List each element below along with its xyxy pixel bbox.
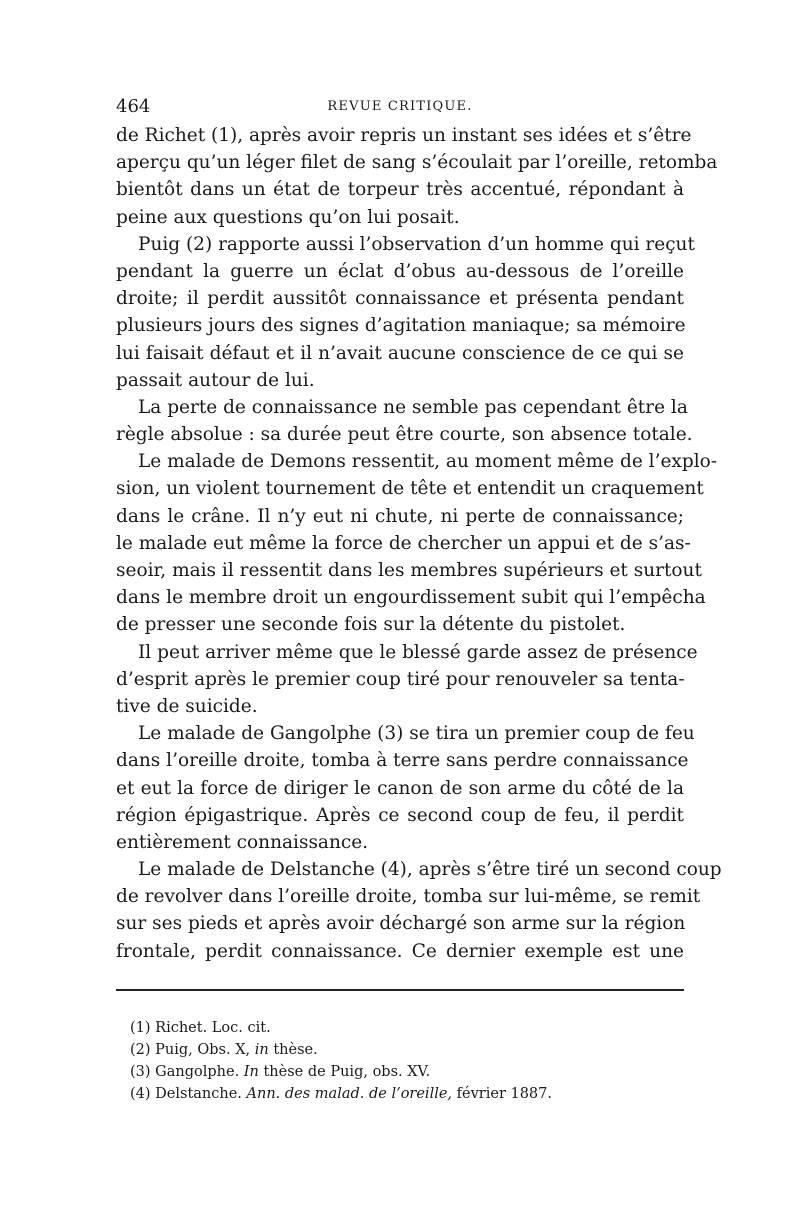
- footnote-italic: Ann. des malad. de l’oreille,: [246, 1086, 453, 1102]
- footnote-marker: (3): [130, 1064, 151, 1080]
- footnote-marker: (1): [130, 1020, 151, 1036]
- text-line: sur ses pieds et après avoir déchargé son arme sur la région: [116, 913, 686, 935]
- footnote-text: thèse de Puig, obs. XV.: [263, 1064, 431, 1080]
- text-line: de Richet (1), après avoir repris un instant ses idées et s’être: [116, 125, 692, 146]
- footnote-marker: (4): [130, 1086, 151, 1102]
- footnote-text: Delstanche.: [155, 1086, 242, 1102]
- text-line: frontale, perdit connaissance. Ce dernier exemple est une: [116, 940, 684, 962]
- footnote: [130, 1039, 690, 1061]
- footnotes: [130, 1017, 690, 1105]
- text-line: Il peut arriver même que le blessé garde assez de présence: [138, 641, 698, 663]
- footnote-text: thèse.: [273, 1042, 318, 1058]
- footnote-italic: In: [243, 1064, 259, 1080]
- text-line: peine aux questions qu’on lui posait.: [116, 206, 460, 228]
- footnote-text: Richet. Loc. cit.: [155, 1020, 271, 1036]
- text-line: dans le crâne. Il n’y eut ni chute, ni perte de connaissance;: [116, 505, 684, 527]
- text-line: région épigastrique. Après ce second coup de feu, il perdit: [116, 804, 684, 826]
- text-line: La perte de connaissance ne semble pas cependant être la: [138, 396, 688, 418]
- text-line: Le malade de Delstanche (4), après s’être tiré un second coup: [138, 859, 722, 881]
- body-text: [116, 122, 722, 965]
- footnote-text: Puig, Obs. X,: [155, 1042, 251, 1058]
- text-line: tive de suicide.: [116, 695, 258, 717]
- footnote-marker: (2): [130, 1042, 151, 1058]
- text-line: seoir, mais il ressentit dans les membres supérieurs et surtout: [116, 560, 702, 581]
- footnote-text: février 1887.: [456, 1086, 552, 1102]
- footnote: [130, 1061, 690, 1083]
- text-line: passait autour de lui.: [116, 369, 315, 391]
- page-number: 464: [116, 96, 151, 117]
- text-line: et eut la force de diriger le canon de son arme du côté de la: [116, 777, 684, 799]
- text-line: bientôt dans un état de torpeur très accentué, répondant à: [116, 179, 684, 201]
- text-line: droite; il perdit aussitôt connaissance et présenta pendant: [116, 288, 684, 310]
- text-line: d’esprit après le premier coup tiré pour renouveler sa tenta-: [116, 668, 685, 690]
- text-line: sion, un violent tournement de tête et entendit un craquement: [116, 478, 704, 500]
- text-line: lui faisait défaut et il n’avait aucune conscience de ce qui se: [116, 342, 684, 364]
- text-line: règle absolue : sa durée peut être courte, son absence totale.: [116, 424, 693, 446]
- page-header: [116, 96, 684, 120]
- footnote-text: Gangolphe.: [155, 1064, 240, 1080]
- footnote: [130, 1017, 690, 1039]
- text-line: plusieurs jours des signes d’agitation maniaque; sa mémoire: [116, 315, 686, 337]
- text-line: de revolver dans l’oreille droite, tomba sur lui-même, se remit: [116, 886, 701, 908]
- footnote-italic: in: [254, 1042, 269, 1058]
- text-line: le malade eut même la force de chercher un appui et de s’as-: [116, 532, 691, 554]
- text-line: Le malade de Demons ressentit, au moment même de l’explo-: [138, 451, 718, 473]
- footnote-rule: [116, 989, 684, 991]
- text-line: dans l’oreille droite, tomba à terre sans perdre connaissance: [116, 750, 689, 772]
- text-line: Le malade de Gangolphe (3) se tira un premier coup de feu: [138, 723, 695, 745]
- text-line: entièrement connaissance.: [116, 831, 369, 853]
- text-line: de presser une seconde fois sur la détente du pistolet.: [116, 614, 626, 636]
- text-line: dans le membre droit un engourdissement subit qui l’empêcha: [116, 587, 706, 609]
- text-line: pendant la guerre un éclat d’obus au-dessous de l’oreille: [116, 260, 684, 282]
- footnote: [130, 1083, 690, 1105]
- running-title: REVUE CRITIQUE.: [327, 99, 473, 114]
- text-line: aperçu qu’un léger filet de sang s’écoulait par l’oreille, retomba: [116, 152, 718, 174]
- text-line: Puig (2) rapporte aussi l’observation d’un homme qui reçut: [138, 233, 695, 255]
